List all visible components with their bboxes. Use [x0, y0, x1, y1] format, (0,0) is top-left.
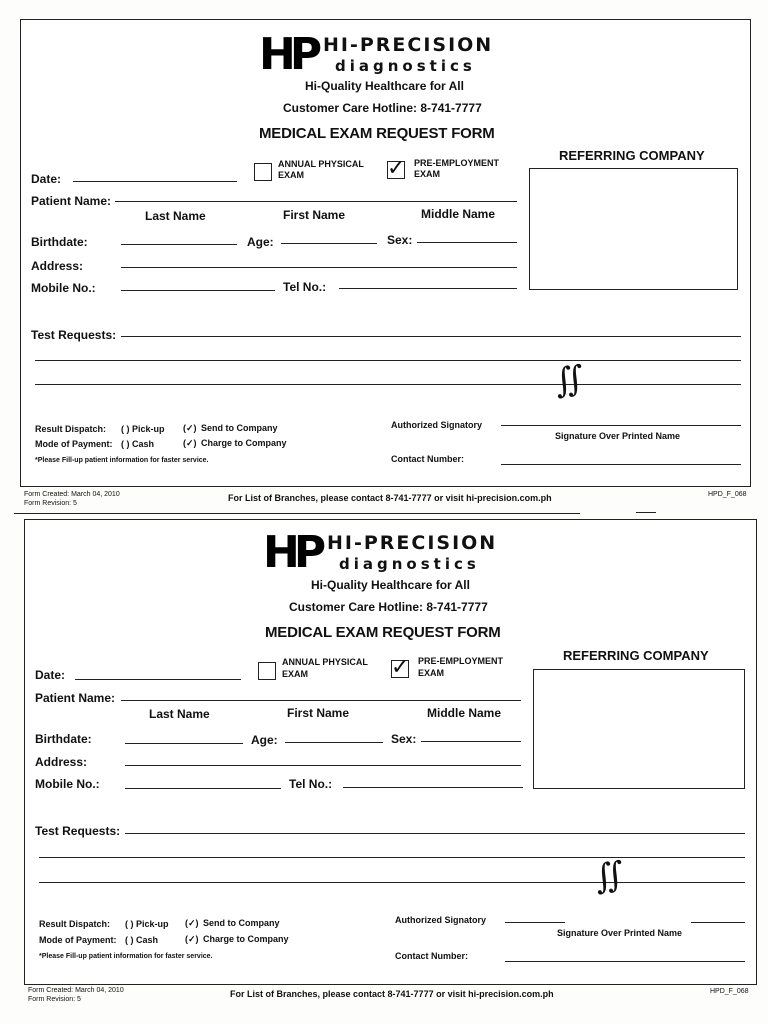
form-title: MEDICAL EXAM REQUEST FORM: [265, 624, 501, 641]
test-requests-line-3[interactable]: [35, 384, 741, 385]
charge-check-icon: (✓): [183, 438, 197, 448]
authorized-signatory-label: Authorized Signatory: [391, 420, 483, 430]
tagline: Hi-Quality Healthcare for All: [305, 79, 464, 93]
brand-sub: diagnostics: [339, 555, 480, 573]
pre-employment-label: PRE-EMPLOYMENT: [418, 656, 504, 666]
birthdate-field[interactable]: [125, 743, 243, 744]
check-mark-icon: ✓: [387, 155, 406, 180]
brand-sub: diagnostics: [335, 57, 476, 75]
address-field[interactable]: [125, 765, 521, 766]
tel-label: Tel No.:: [289, 777, 333, 791]
first-name-label: First Name: [283, 208, 346, 222]
cut-line-right-1: [636, 512, 656, 513]
contact-number-label: Contact Number:: [391, 454, 465, 464]
tel-field[interactable]: [343, 787, 523, 788]
sex-field[interactable]: [417, 242, 517, 243]
hi-precision-logo: [263, 527, 513, 578]
annual-physical-checkbox[interactable]: [258, 662, 276, 680]
annual-physical-label: ANNUAL PHYSICAL: [278, 159, 364, 169]
age-field[interactable]: [285, 742, 383, 743]
hotline: Customer Care Hotline: 8-741-7777: [283, 101, 482, 115]
fill-up-note: *Please Fill-up patient information for faster service.: [35, 457, 209, 464]
referring-company-box[interactable]: [529, 168, 738, 290]
form-code-1: HPD_F_068: [708, 491, 747, 498]
hp-logo-mark: HP: [263, 527, 321, 578]
pre-employment-label: PRE-EMPLOYMENT: [414, 158, 500, 168]
pickup-option[interactable]: ( ) Pick-up: [121, 424, 165, 434]
charge-check-icon: (✓): [185, 934, 199, 944]
authorized-signatory-field[interactable]: [505, 922, 565, 923]
referring-company-box[interactable]: [533, 669, 745, 789]
charge-to-company-option[interactable]: Charge to Company: [203, 934, 289, 944]
patient-name-field[interactable]: [115, 201, 517, 202]
hi-precision-logo: [259, 29, 509, 80]
form-revision-2: Form Revision: 5: [28, 996, 81, 1003]
birthdate-label: Birthdate:: [31, 235, 88, 249]
test-requests-line-1[interactable]: [121, 336, 741, 337]
authorized-signatory-field-2[interactable]: [691, 922, 745, 923]
send-to-company-option[interactable]: Send to Company: [203, 918, 280, 928]
pre-exam-label: EXAM: [414, 169, 441, 179]
address-label: Address:: [35, 755, 88, 769]
address-label: Address:: [31, 259, 84, 273]
pre-exam-label: EXAM: [418, 668, 445, 678]
branches-note-1: For List of Branches, please contact 8-741-7777 or visit hi-precision.com.ph: [228, 493, 552, 503]
form-code-2: HPD_F_068: [710, 988, 749, 995]
send-to-company-option[interactable]: Send to Company: [201, 423, 278, 433]
annual-exam-label: EXAM: [278, 170, 305, 180]
test-requests-line-2[interactable]: [35, 360, 741, 361]
brand-name: HI-PRECISION: [327, 532, 498, 554]
mobile-field[interactable]: [125, 788, 281, 789]
birthdate-label: Birthdate:: [35, 732, 92, 746]
signature-scribble: ∬: [552, 358, 587, 402]
date-field[interactable]: [75, 679, 241, 680]
mobile-field[interactable]: [121, 290, 275, 291]
date-field[interactable]: [73, 181, 237, 182]
form-revision-1: Form Revision: 5: [24, 500, 77, 507]
pickup-option[interactable]: ( ) Pick-up: [125, 919, 169, 929]
age-label: Age:: [251, 733, 278, 747]
patient-name-label: Patient Name:: [31, 194, 112, 208]
signature-printed-label: Signature Over Printed Name: [555, 431, 681, 441]
tagline: Hi-Quality Healthcare for All: [311, 578, 470, 592]
patient-name-label: Patient Name:: [35, 691, 116, 705]
date-label: Date:: [35, 668, 66, 682]
branches-note-2: For List of Branches, please contact 8-741-7777 or visit hi-precision.com.ph: [230, 989, 554, 999]
form-title: MEDICAL EXAM REQUEST FORM: [259, 125, 495, 142]
hotline: Customer Care Hotline: 8-741-7777: [289, 600, 488, 614]
middle-name-label: Middle Name: [421, 207, 496, 221]
request-form-2: [24, 519, 757, 985]
annual-physical-label: ANNUAL PHYSICAL: [282, 657, 368, 667]
test-requests-line-3[interactable]: [39, 882, 745, 883]
send-check-icon: (✓): [183, 423, 197, 433]
sex-label: Sex:: [387, 233, 413, 247]
mode-payment-label: Mode of Payment:: [39, 935, 117, 945]
last-name-label: Last Name: [149, 707, 210, 721]
address-field[interactable]: [121, 267, 517, 268]
patient-name-field[interactable]: [121, 700, 521, 701]
test-requests-line-1[interactable]: [125, 833, 745, 834]
check-mark-icon: ✓: [391, 654, 410, 679]
referring-company-label: REFERRING COMPANY: [563, 648, 709, 663]
request-form-1: [20, 19, 751, 487]
contact-number-label: Contact Number:: [395, 951, 469, 961]
send-check-icon: (✓): [185, 918, 199, 928]
hp-logo-mark: HP: [259, 29, 317, 80]
mobile-label: Mobile No.:: [31, 281, 96, 295]
middle-name-label: Middle Name: [427, 706, 502, 720]
authorized-signatory-label: Authorized Signatory: [395, 915, 487, 925]
sex-label: Sex:: [391, 732, 417, 746]
test-requests-label: Test Requests:: [35, 824, 121, 838]
result-dispatch-label: Result Dispatch:: [39, 919, 111, 929]
cut-line-left: [14, 513, 580, 514]
date-label: Date:: [31, 172, 62, 186]
brand-name: HI-PRECISION: [323, 34, 494, 56]
annual-physical-checkbox[interactable]: [254, 163, 272, 181]
age-label: Age:: [247, 235, 274, 249]
form-created-1: Form Created: March 04, 2010: [24, 491, 120, 498]
signature-printed-label: Signature Over Printed Name: [557, 928, 683, 938]
charge-to-company-option[interactable]: Charge to Company: [201, 438, 287, 448]
cash-option[interactable]: ( ) Cash: [121, 439, 155, 449]
tel-label: Tel No.:: [283, 280, 327, 294]
last-name-label: Last Name: [145, 209, 206, 223]
test-requests-label: Test Requests:: [31, 328, 117, 342]
annual-exam-label: EXAM: [282, 669, 309, 679]
referring-company-label: REFERRING COMPANY: [559, 148, 705, 163]
contact-number-field[interactable]: [501, 464, 741, 465]
sex-field[interactable]: [421, 741, 521, 742]
fill-up-note: *Please Fill-up patient information for faster service.: [39, 953, 213, 960]
tel-field[interactable]: [339, 288, 517, 289]
mobile-label: Mobile No.:: [35, 777, 100, 791]
authorized-signatory-field[interactable]: [501, 425, 741, 426]
birthdate-field[interactable]: [121, 244, 237, 245]
cash-option[interactable]: ( ) Cash: [125, 935, 159, 945]
mode-payment-label: Mode of Payment:: [35, 439, 113, 449]
age-field[interactable]: [281, 243, 377, 244]
test-requests-line-2[interactable]: [39, 857, 745, 858]
contact-number-field[interactable]: [505, 961, 745, 962]
signature-scribble: ∬: [592, 854, 627, 898]
result-dispatch-label: Result Dispatch:: [35, 424, 107, 434]
first-name-label: First Name: [287, 706, 350, 720]
form-created-2: Form Created: March 04, 2010: [28, 987, 124, 994]
